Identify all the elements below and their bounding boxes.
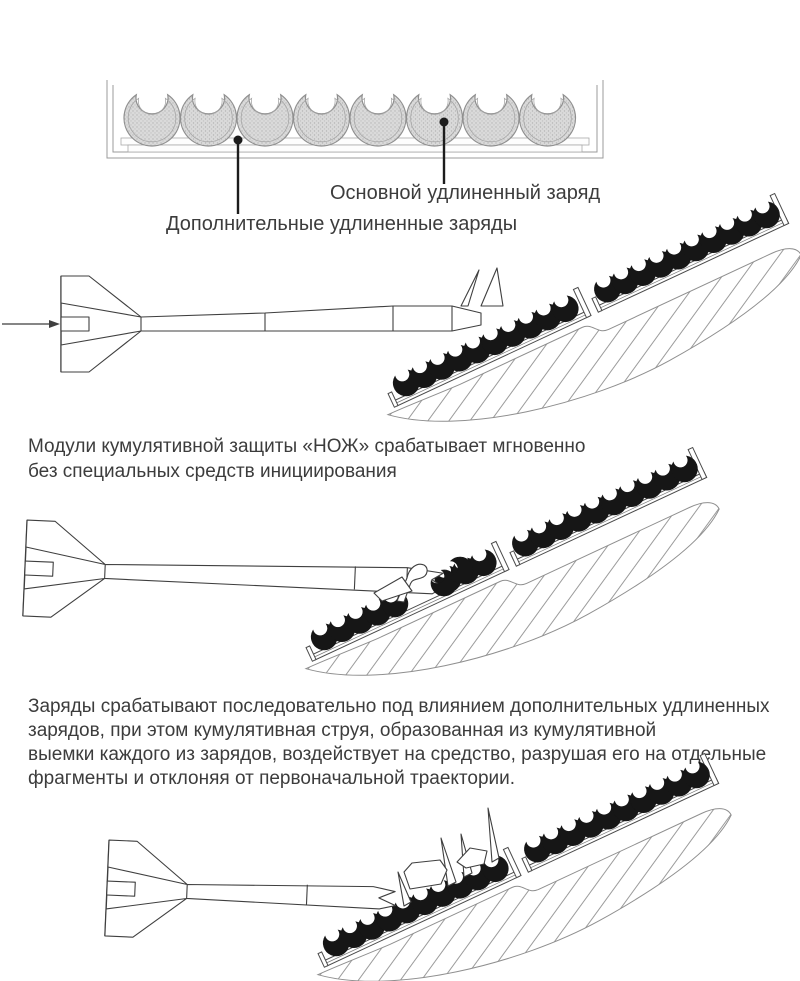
main-charge-crescent-icon bbox=[463, 95, 519, 146]
caption-instant bbox=[28, 436, 585, 482]
main-charge-crescent-icon bbox=[294, 95, 350, 146]
callout-dot bbox=[234, 136, 243, 145]
caption-line: Заряды срабатывают последовательно под влиянием дополнительных удлиненных bbox=[28, 696, 770, 717]
direction-arrow-icon bbox=[2, 320, 60, 328]
caption-line: без специальных средств инициирования bbox=[28, 461, 397, 482]
missile-icon bbox=[61, 268, 503, 372]
main-charge-crescent-icon bbox=[237, 95, 293, 146]
scene-2-initiation bbox=[23, 447, 738, 732]
label-main-charge: Основной удлиненный заряд bbox=[330, 182, 601, 204]
main-charge-crescent-icon bbox=[520, 95, 576, 146]
main-charge-crescent-icon bbox=[407, 95, 463, 146]
standoff-probe-icon bbox=[461, 270, 479, 306]
caption-line: выемки каждого из зарядов, воздействует на средство, разрушая его на отдельные bbox=[28, 744, 767, 765]
nose-fin-icon bbox=[481, 268, 503, 306]
cumulative-jet-icon bbox=[488, 808, 499, 862]
main-charge-crescent-icon bbox=[124, 95, 180, 146]
main-charge-crescent-icon bbox=[350, 95, 406, 146]
main-charge-crescent-icon bbox=[181, 95, 237, 146]
label-additional-charges: Дополнительные удлиненные заряды bbox=[166, 213, 518, 235]
caption-line: зарядов, при этом кумулятивная струя, образованная из кумулятивной bbox=[28, 720, 657, 741]
cross-section-diagram bbox=[107, 80, 603, 158]
caption-sequence bbox=[28, 696, 770, 789]
fragment-icon bbox=[404, 860, 447, 889]
additional-charge-strip bbox=[128, 145, 582, 152]
caption-line: Модули кумулятивной защиты «НОЖ» срабатывает мгновенно bbox=[28, 436, 586, 457]
caption-line: фрагменты и отклоняя от первоначальной траектории. bbox=[28, 768, 516, 789]
callout-dot bbox=[440, 118, 449, 127]
